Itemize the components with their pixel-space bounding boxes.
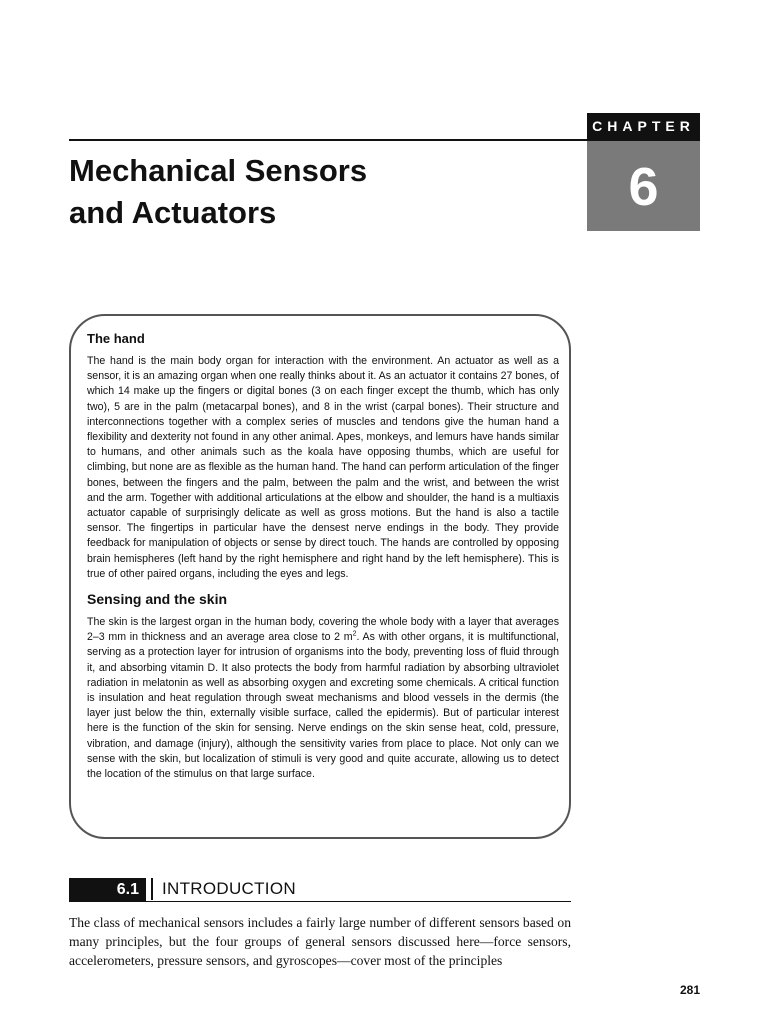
chapter-title-line2: and Actuators	[69, 195, 277, 230]
sidebar-paragraph-skin	[87, 615, 559, 782]
sidebar-heading-skin: Sensing and the skin	[87, 591, 228, 608]
chapter-title	[69, 150, 569, 234]
page-number: 281	[679, 983, 700, 997]
section-number: 6.1	[116, 881, 139, 898]
section-title: INTRODUCTION	[162, 879, 296, 898]
sidebar-paragraph-hand: The hand is the main body organ for interaction with the environment. An actuator as well as a sensor, it is an amazing organ when one really thinks about it. As an actuator it contains 27 bones, of which 14 make up the fingers or digital bones (3 on each finger except the thumb, which has only two), 5 are in the palm (metacarpal bones), and 8 in the wrist (carpal bones). Their structure and interconnections together with a complex series of muscles and tendons give the human hand a flexibility and dexterity not found in any other animal. Apes, monkeys, and lemurs have hands similar to humans, and other animals such as the koala have opposing thumbs, which are useful for climbing, but none are as flexible as the human hand. The hand can perform articulation of the finger bones, between the fingers and the palm, between the palm and the wrist, and between the wrist and the arm. Together with additional articulations at the elbow and shoulder, the hand is a multiaxis actuator capable of surprisingly delicate as well as gross motions. But the hand is also a tactile sensor. The fingertips in particular have the densest nerve endings in the body. They provide feedback for manipulation of objects or sense by direct touch. The hands are controlled by opposing brain hemispheres (left hand by the right hemisphere and right hand by the left hemisphere). This is true of other paired organs, including the eyes and legs.	[87, 355, 559, 580]
body-paragraph: The class of mechanical sensors includes a fairly large number of different sensors based on many principles, but the four groups of general sensors discussed here—force sensors, accelerometers, pressure sensors, and gyroscopes—cover most of the principles	[69, 915, 571, 968]
sidebar-content	[87, 330, 559, 782]
chapter-number: 6	[587, 141, 700, 231]
chapter-title-line1: Mechanical Sensors	[69, 153, 368, 188]
skin-text-part1: The skin is the largest organ in the human body, covering the whole body with a layer that averages 2–3 mm in thickness and an average area close to 2 m	[87, 616, 559, 644]
chapter-label: CHAPTER	[587, 113, 700, 139]
section-separator	[151, 878, 153, 900]
superscript: 2	[352, 630, 357, 638]
section-rule	[146, 901, 571, 902]
skin-text-part2: . As with other organs, it is multifunctional, serving as a protection layer for intrusion of organisms into the body, preventing loss of fluid through it, and absorbing vitamin D. It also protects the body from harmful radiation by absorbing ultraviolet radiation in melatonin as well as absorbing oxygen and excreting some chemicals. A critical function is insulation and heat regulation through sweat mechanisms and blood vessels in the dermis (the layer just below the thin, externally visible surface, called the epidermis). But of particular interest here is the function of the skin for sensing. Nerve endings on the skin sense heat, cold, pressure, vibration, and damage (injury), although the sensitivity varies from place to place. Not only can we sense with the skin, but localization of stimuli is very good and quite accurate, allowing us to detect the location of the stimulus on that large surface.	[87, 631, 559, 781]
sidebar-heading-hand: The hand	[87, 331, 145, 346]
sidebar-box	[69, 314, 571, 839]
